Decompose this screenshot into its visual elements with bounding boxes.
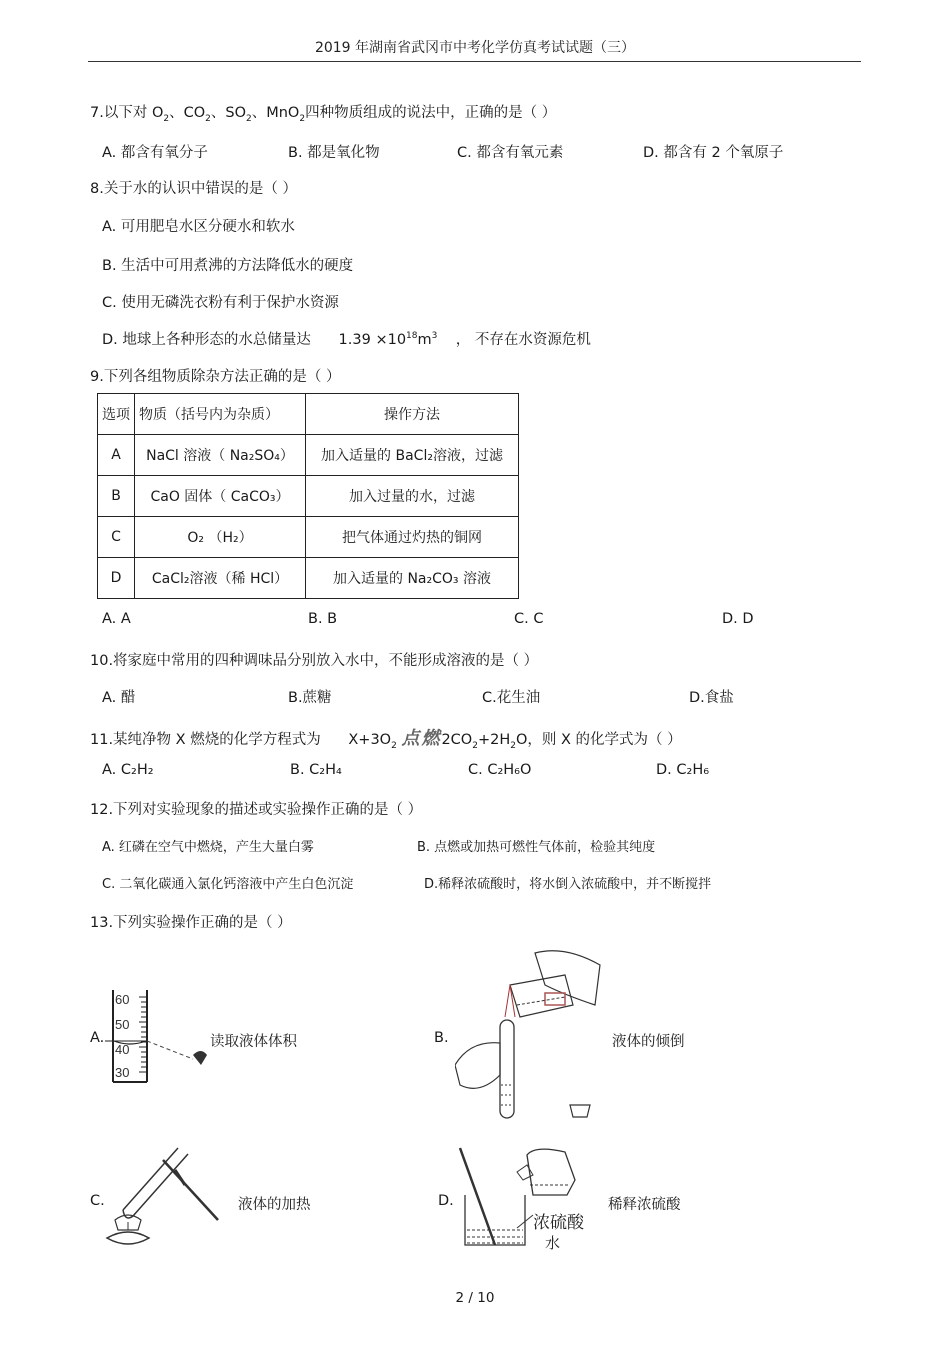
table-row <box>98 435 519 476</box>
q9-table <box>97 393 519 599</box>
condition-label: 点燃 <box>401 728 442 749</box>
table-header-cell: 操作方法 <box>306 394 519 435</box>
q13-d-label: 稀释浓硫酸 <box>608 1197 681 1213</box>
table-row <box>98 476 519 517</box>
q10-option-d: D.食盐 <box>689 690 734 706</box>
table-cell: CaO 固体（ CaCO₃） <box>135 476 306 517</box>
q9-option-a: A. A <box>102 611 131 627</box>
q10-option-c: C.花生油 <box>482 690 541 706</box>
q12-option-c: C. 二氧化碳通入氯化钙溶液中产生白色沉淀 <box>102 877 354 892</box>
q12-option-a: A. 红磷在空气中燃烧，产生大量白雾 <box>102 840 314 855</box>
water-label: 水 <box>545 1235 561 1252</box>
table-cell: 加入过量的水，过滤 <box>306 476 519 517</box>
tick-label: 60 <box>115 992 130 1007</box>
q12-option-b: B. 点燃或加热可燃性气体前，检验其纯度 <box>417 840 656 855</box>
acid-label: 浓硫酸 <box>533 1213 584 1232</box>
q7-stem: 7.以下对 $O_2$、$CO_2$、$SO_2$、MnO$_2$四种物质组成的说法中，正确的是（ ） <box>90 105 557 124</box>
q7-option-d: D. 都含有 2 个氧原子 <box>643 145 784 161</box>
q12-option-d: D.稀释浓硫酸时，将水倒入浓硫酸中，并不断搅拌 <box>424 877 712 892</box>
q8-stem: 8.关于水的认识中错误的是（ ） <box>90 181 297 197</box>
table-cell: C <box>98 517 135 558</box>
q8-option-d: D. 地球上各种形态的水总储量达 $1.39 \times 10^{18}m^3$ ， 不存在水资源危机 <box>102 331 591 348</box>
table-cell: NaCl 溶液（ Na₂SO₄） <box>135 435 306 476</box>
tick-label: 30 <box>115 1065 130 1080</box>
table-row <box>98 517 519 558</box>
heating-liquid-figure <box>103 1140 223 1255</box>
q7-option-c: C. 都含有氧元素 <box>457 145 564 161</box>
q11-stem: 11.某纯净物 X 燃烧的化学方程式为 $X+3O_2$ 点燃$2CO_2+2H_2O$，则 X 的化学式为（ ） <box>90 728 682 751</box>
tick-label: 40 <box>115 1042 130 1057</box>
q10-stem: 10.将家庭中常用的四种调味品分别放入水中，不能形成溶液的是（ ） <box>90 653 539 669</box>
page-number: 2 / 10 <box>455 1290 495 1306</box>
table-cell: 加入适量的 Na₂CO₃ 溶液 <box>306 558 519 599</box>
table-row <box>98 558 519 599</box>
q13-b-label: 液体的倾倒 <box>612 1034 685 1050</box>
q13-c-letter: C. <box>90 1193 105 1209</box>
tick-label: 50 <box>115 1017 130 1032</box>
table-cell: D <box>98 558 135 599</box>
q13-a-label: 读取液体体积 <box>210 1034 297 1050</box>
q8-option-a: A. 可用肥皂水区分硬水和软水 <box>102 219 295 235</box>
page-header: 2019 年湖南省武冈市中考化学仿真考试试题（三） <box>314 40 636 56</box>
q8-option-c: C. 使用无磷洗衣粉有利于保护水资源 <box>102 295 339 311</box>
q11-option-d: D. C₂H₆ <box>656 762 710 778</box>
table-header-cell: 选项 <box>98 394 135 435</box>
q10-option-a: A. 醋 <box>102 690 136 706</box>
q9-stem: 9.下列各组物质除杂方法正确的是（ ） <box>90 369 341 385</box>
q7-option-a: A. 都含有氧分子 <box>102 145 208 161</box>
q13-d-letter: D. <box>438 1193 454 1209</box>
q7-option-b: B. 都是氧化物 <box>288 145 380 161</box>
q10-option-b: B.蔗糖 <box>288 690 332 706</box>
header-rule <box>88 61 861 62</box>
q13-a-letter: A. <box>90 1030 105 1046</box>
table-cell: 把气体通过灼热的铜网 <box>306 517 519 558</box>
q9-option-d: D. D <box>722 611 754 627</box>
q11-option-b: B. C₂H₄ <box>290 762 342 778</box>
q11-option-c: C. C₂H₆O <box>468 762 532 778</box>
table-cell: CaCl₂溶液（稀 HCl） <box>135 558 306 599</box>
table-header-cell: 物质（括号内为杂质） <box>135 394 306 435</box>
table-header-row <box>98 394 519 435</box>
q9-option-b: B. B <box>308 611 338 627</box>
table-cell: A <box>98 435 135 476</box>
diluting-acid-figure <box>455 1140 595 1255</box>
table-cell: B <box>98 476 135 517</box>
table-cell: O₂ （H₂） <box>135 517 306 558</box>
graduated-cylinder-figure <box>105 985 215 1085</box>
pouring-liquid-figure <box>455 945 605 1135</box>
q8-option-b: B. 生活中可用煮沸的方法降低水的硬度 <box>102 258 354 274</box>
q13-c-label: 液体的加热 <box>238 1197 311 1213</box>
q11-option-a: A. C₂H₂ <box>102 762 154 778</box>
q13-stem: 13.下列实验操作正确的是（ ） <box>90 915 292 931</box>
table-cell: 加入适量的 BaCl₂溶液，过滤 <box>306 435 519 476</box>
q12-stem: 12.下列对实验现象的描述或实验操作正确的是（ ） <box>90 802 423 818</box>
q9-option-c: C. C <box>514 611 544 627</box>
q13-b-letter: B. <box>434 1030 449 1046</box>
